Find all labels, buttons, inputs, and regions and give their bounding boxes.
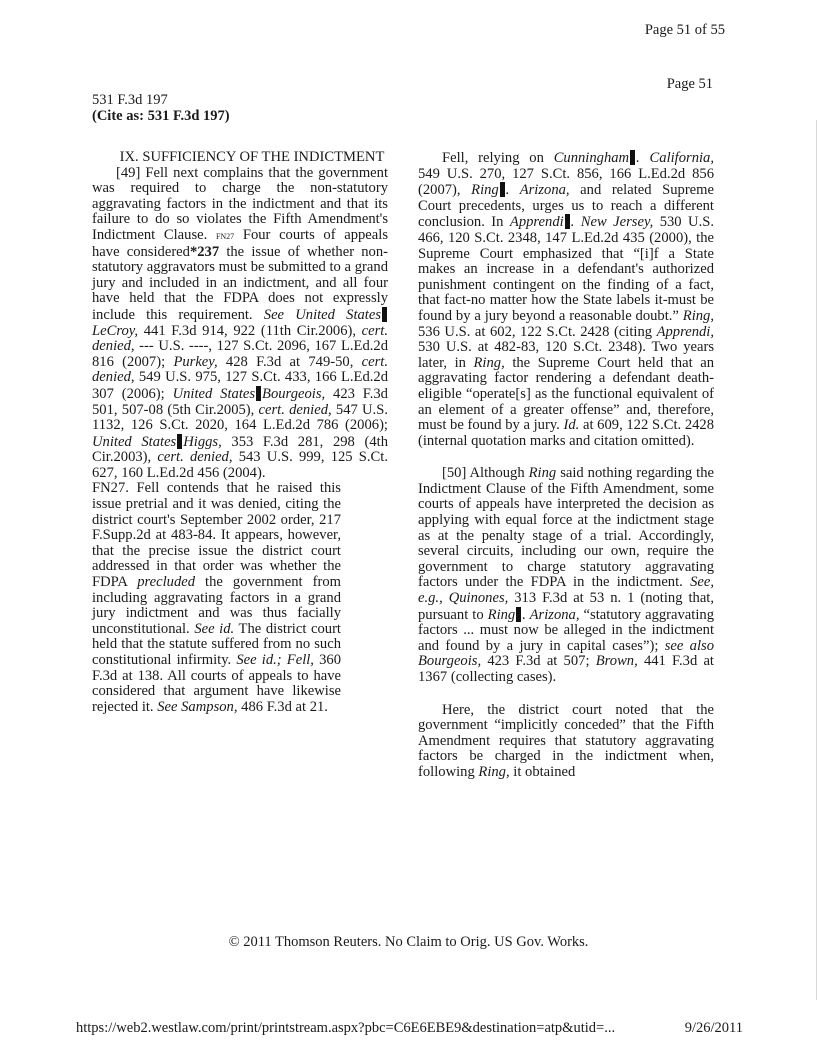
footnote-27: FN27. Fell contends that he raised this issue pretrial and it was denied, citing the district court's September 2002 order, 217 F.Supp.2d at 483-84. It appears, however, that the precise issue the district court addressed in that order was whether the FDPA precluded the government from including aggravating factors in a grand jury indictment and was thus facially unconstitutional. See id. The district court held that the statute suffered from no such constitutional infirmity. See id.; Fell, 360 F.3d at 138. All courts of appeals to have considered that argument have likewise rejected it. See Sampson, 486 F.3d at 21.: [92, 480, 342, 715]
paragraph-district-court: Here, the district court noted that the government “implicitly conceded” that the Fifth Amendment requires that statutory aggravating factors be charged in the indictment when, following Ring, it obtained: [418, 701, 714, 780]
keycite-flag-icon[interactable]: [500, 182, 505, 197]
keycite-flag-icon[interactable]: [382, 307, 387, 322]
print-url[interactable]: https://web2.westlaw.com/print/printstream.aspx?pbc=C6E6EBE9&destination=atp&utid=...: [76, 1020, 616, 1036]
case-link[interactable]: Purkey,: [173, 353, 218, 370]
left-column: [92, 150, 388, 715]
cite-as-line: (Cite as: 531 F.3d 197): [92, 108, 230, 124]
case-link[interactable]: United States: [92, 433, 177, 450]
right-column: [418, 150, 714, 781]
case-link[interactable]: United States: [295, 306, 382, 323]
footnote-ref[interactable]: FN27: [215, 231, 235, 241]
case-link[interactable]: Ring: [471, 182, 499, 199]
case-link[interactable]: Apprendi: [509, 214, 564, 231]
section-heading: IX. SUFFICIENCY OF THE INDICTMENT: [119, 149, 385, 165]
paragraph-49: [49] Fell next complains that the government was required to charge the non-statutory aggravating factors in the indictment and that its failure to do so violates the Fifth Amendment's Indictment Clause. FN27 Four courts of appeals have considered*237 the issue of whether non-statutory aggravators must be submitted to a grand jury and included in an indictment, and all four have held that the FDPA does not expressly include this requirement. See United StatesLeCroy, 441 F.3d 914, 922 (11th Cir.2006), cert. denied, --- U.S. ----, 127 S.Ct. 2096, 167 L.Ed.2d 816 (2007); Purkey, 428 F.3d at 749-50, cert. denied, 549 U.S. 975, 127 S.Ct. 433, 166 L.Ed.2d 307 (2006); United States Bourgeois, 423 F.3d 501, 507-08 (5th Cir.2005), cert. denied, 547 U.S. 1132, 126 S.Ct. 2020, 164 L.Ed.2d 786 (2006); United States Higgs, 353 F.3d 281, 298 (4th Cir.2003), cert. denied, 543 U.S. 999, 125 S.Ct. 627, 160 L.Ed.2d 456 (2004).: [92, 164, 389, 481]
inner-page-number: Page 51: [666, 76, 713, 92]
page-counter: Page 51 of 55: [644, 22, 725, 38]
paragraph-ring: Fell, relying on Cunningham . California, 549 U.S. 270, 127 S.Ct. 856, 166 L.Ed.2d 856 (2007), Ring . Arizona, and related Supreme Court precedents, urges us to reach a different conclusion. In Apprendi . New Jersey, 530 U.S. 466, 120 S.Ct. 2348, 147 L.Ed.2d 435 (2000), the Supreme Court emphasized that “[i]f a State makes an increase in a defendant's authorized punishment contingent on the finding of a fact, that fact-no matter how the State labels it-must be found by a jury beyond a reasonable doubt.” Ring, 536 U.S. at 602, 122 S.Ct. 2428 (citing Apprendi, 530 U.S. at 482-83, 120 S.Ct. 2348). Two years later, in Ring, the Supreme Court held that an aggravating factor rendering a defendant death-eligible “operate[s] as the functional equivalent of an element of a greater offense” and, therefore, must be found by a jury. Id. at 609, 122 S.Ct. 2428 (internal quotation marks and citation omitted).: [418, 150, 715, 449]
keycite-flag-icon[interactable]: [565, 214, 570, 229]
case-link[interactable]: Ring: [487, 606, 516, 623]
keycite-flag-icon[interactable]: [256, 386, 261, 401]
keycite-flag-icon[interactable]: [516, 607, 521, 622]
citation-block: [92, 92, 230, 124]
citation-reporter: 531 F.3d 197: [92, 92, 168, 108]
case-link[interactable]: Cunningham: [553, 150, 630, 166]
keycite-flag-icon[interactable]: [177, 434, 182, 449]
print-date: 9/26/2011: [684, 1020, 743, 1036]
paragraph-50: [50] Although Ring said nothing regarding the Indictment Clause of the Fifth Amendment, some courts of appeals have interpreted the decision as applying with equal force at the indictment stage as at the penalty stage of a trial. Accordingly, several circuits, including our own, require the government to charge statutory aggravating factors under the FDPA in the indictment. See, e.g., Quinones, 313 F.3d at 53 n. 1 (noting that, pursuant to Ring . Arizona, “statutory aggravating factors ... must now be alleged in the indictment and found by a jury in capital cases”); see also Bourgeois, 423 F.3d at 507; Brown, 441 F.3d at 1367 (collecting cases).: [418, 465, 714, 685]
case-link[interactable]: United States: [172, 385, 256, 402]
case-link[interactable]: Quinones,: [448, 590, 509, 607]
copyright-notice: © 2011 Thomson Reuters. No Claim to Orig. US Gov. Works.: [228, 934, 589, 950]
star-page: *237: [189, 243, 220, 260]
keycite-flag-icon[interactable]: [630, 150, 635, 165]
